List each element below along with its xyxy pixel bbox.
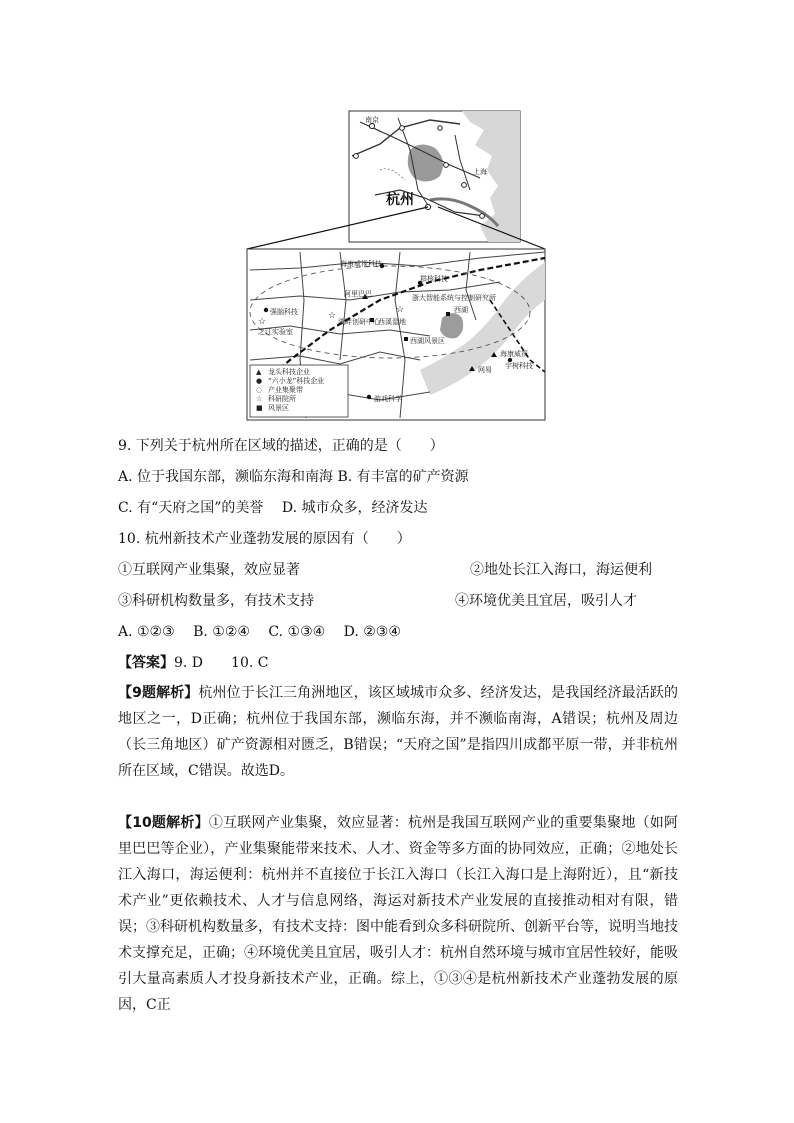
legend-label: 产业集聚带 [268,386,303,394]
q10-statement-4: ④环境优美且宜居，吸引人才 [455,593,637,609]
legend-label: 龙头科技企业 [268,368,310,376]
analysis-10 [118,810,678,1018]
q10-statement-3: ③科研机构数量多，有技术支持 [118,593,314,609]
nanjing-label: 南京 [365,116,379,124]
answer-line [118,653,268,673]
legend-symbol: ▲ [256,368,262,376]
label-m: 网易 [478,366,492,374]
label-f: 之江实验室 [258,328,293,336]
legend-symbol: ◌ [256,386,263,394]
answer-text: 9. D 10. C [174,655,269,671]
analysis-10-text: ①互联网产业集聚，效应显著：杭州是我国互联网产业的重要集聚地（如阿里巴巴等企业），产业集聚能带来技术、人才、资金等多方面的协同效应，正确；②地处长江入海口，海运便利：杭州并不直接位于长江入海口（长江入海口是上海附近），且“新技术产业”更依赖技术、人才与信息网络，海运对新技术产业发展的直接推动相对有限，错误；③科研机构数量多，有技术支持：图中能看到众多科研院所、创新平台等，说明当地技术支撑充足，正确；④环境优美且宜居，吸引人才：杭州自然环境与城市宜居性较好，能吸引大量高素质人才投身新技术产业，正确。综上，①③④是杭州新技术产业蓬勃发展的原因，C正 [118,815,678,1013]
label-j: 西湖风景区 [410,337,445,345]
label-l: 宇树科技 [505,362,533,370]
detail-map [247,249,545,420]
label-b: 群核科技 [420,275,448,283]
label-g: 湖畔创研中心 [338,318,380,326]
q9-options-ab: A. 位于我国东部，濒临东海和南海 B. 有丰富的矿产资源 [118,469,469,485]
legend-label: 科研院所 [268,395,296,403]
overview-map [349,111,520,242]
analysis-10-label: 【10题解析】 [118,815,209,831]
legend-symbol: ● [256,377,263,385]
q9-options-cd: C. 有“天府之国”的美誉 D. 城市众多，经济发达 [118,500,428,516]
analysis-9 [118,680,678,784]
svg-text:☆: ☆ [395,305,405,315]
label-n: 游戏科学 [374,395,402,403]
label-e: 强脑科技 [270,308,298,316]
hangzhou-label: 杭州 [386,192,414,208]
svg-text:☆: ☆ [327,311,337,321]
q10-statement-2: ②地处长江入海口，海运便利 [470,562,652,578]
label-a: 海康威视科技 [340,260,382,268]
answer-label: 【答案】 [118,655,174,671]
label-k: 海康威视 [500,350,528,358]
legend-label: 风景区 [268,404,289,412]
hangzhou-map-figure [0,0,794,425]
label-h: 西溪湿地 [378,318,406,326]
q9-stem: 9. 下列关于杭州所在区域的描述，正确的是（ ） [118,438,444,454]
legend-label: “六小龙”科技企业 [268,377,325,385]
legend-symbol: ■ [256,404,263,412]
legend-symbol: ☆ [256,395,263,403]
analysis-9-label: 【9题解析】 [118,685,199,701]
q10-statement-1: ①互联网产业集聚，效应显著 [118,562,300,578]
svg-text:☆: ☆ [257,317,267,327]
analysis-9-text: 杭州位于长江三角洲地区，该区域城市众多、经济发达，是我国经济最活跃的地区之一，D正确；杭州位于我国东部，濒临东海，并不濒临南海，A错误；杭州及周边（长三角地区）矿产资源相对匮乏，B错误；“天府之国”是指四川成都平原一带，并非杭州所在区域，C错误。故选D。 [118,685,679,779]
label-d: 浙大智能系统与控制研究所 [412,294,496,302]
label-c: 阿里巴巴 [344,290,372,298]
q10-stem: 10. 杭州新技术产业蓬勃发展的原因有（ ） [118,531,411,547]
shanghai-label: 上海 [473,168,487,176]
q10-options: A. ①②③ B. ①②④ C. ①③④ D. ②③④ [118,624,401,640]
label-i: 西湖 [454,306,468,314]
